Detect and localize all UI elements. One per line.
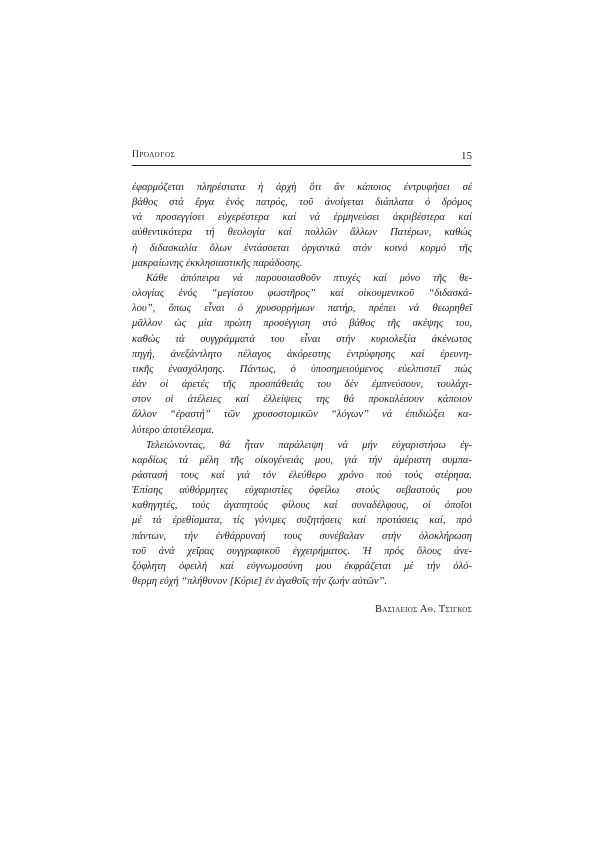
- text-line: τοῦ ἀνά χεῖρας συγγραφικοῦ ἐγχειρήματος. Ἡ πρός ὅλους ἀνε-: [132, 545, 472, 557]
- running-head: [132, 150, 472, 164]
- paragraph: [132, 271, 472, 438]
- text-line: ράστασή τους καί γιά τόν ἐλεύθερο χρόνο πού τούς στέρησα.: [132, 469, 472, 481]
- text-line: ἄλλον “ἐραστή” τῶν χρυσοστομικῶν “λόγων” νά ἐπιδιώξει κα-: [132, 409, 472, 421]
- text-line: νά προσεγγίσει εὐχερέστερα καί νά ἑρμηνεύσει ἀκριβέστερα καί: [132, 212, 472, 224]
- text-line: Τελειώνοντας, θά ἦταν παράλειψη νά μήν εὐχαριστήσω ἐγ-: [146, 439, 472, 451]
- text-line: καρδίως τά μέλη τῆς οἰκογένειάς μου, γιά τήν ἀμέριστη συμπα-: [132, 454, 472, 466]
- text-line: μέ τά ἐρεθίσματα, τίς γόνιμες συζητήσεις καί προτάσεις καί, πρό: [132, 515, 472, 527]
- text-line: αὐθεντικότερα τή θεολογία καί πολλῶν ἄλλων Πατέρων, καθώς: [132, 227, 472, 239]
- page-number: 15: [461, 150, 472, 162]
- text-line: βάθος στά ἔργα ἑνός πατρός, τοῦ ἀνοίγεται διάπλατα ὁ δρόμος: [132, 197, 472, 209]
- text-line: θερμη εὐχή “πλήθυνον [Κύριε] ἐν ἀγαθοῖς τήν ζωήν αὐτῶν”.: [132, 576, 388, 588]
- text-line: ἐάν οἱ ἀρετές τῆς προσπάθειάς του δέν ἐμπνεύσουν, τουλάχι-: [132, 379, 472, 391]
- text-line: λου”, ὅπως εἶναι ὁ χρυσορρήμων πατήρ, πρέπει νά θεωρηθεῖ: [132, 303, 472, 315]
- text-line: Κάθε ἀπόπειρα νά παρουσιασθοῦν πτυχές καί μόνο τῆς θε-: [146, 272, 472, 284]
- text-line: μᾶλλον ὡς μία πρώτη προσέγγιση στό βάθος τῆς σκέψης του,: [132, 318, 472, 330]
- text-line: καθηγητές, τούς ἀγαπητούς φίλους καί συναδέλφους, οἱ ὁποῖοι: [132, 500, 472, 512]
- text-line: πηγή, ἀνεξάντλητο πέλαγος ἀκόρεστης ἐντρύφησης καί ἐρευνη-: [132, 348, 472, 360]
- running-title: Πρόλογος: [132, 150, 176, 160]
- paragraph: [132, 438, 472, 590]
- text-line: ολογίας ἑνός “μεγίστου φωστῆρος” καί οἰκουμενικοῦ “διδασκά-: [132, 288, 472, 300]
- text-line: καθώς τά συγγράμματά του εἶναι στήν κυριολεξία ἀκένωτος: [132, 333, 472, 345]
- text-line: λύτερο ἀποτέλεσμα.: [132, 424, 215, 436]
- text-line: ξόφλητη ὀφειλή καί εὐγνωμοσύνη μου ἐκφράζεται μέ τήν ὁλό-: [132, 560, 472, 572]
- author-signature: Βασίλειος Αθ. Τσίγκος: [375, 604, 472, 615]
- text-line: τικῆς ἐνασχόλησης. Πάντως, ὁ ὑποσημειούμενος εὐελπιστεῖ πώς: [132, 363, 472, 375]
- text-line: ἡ διδασκαλία ὅλων ἐντάσσεται ὀργανικά στόν κοινό κορμό τῆς: [132, 242, 472, 254]
- text-line: πάντων, τήν ἐνθάρρυνσή τους συνέβαλαν στήν ὁλοκλήρωση: [132, 530, 472, 542]
- text-line: στον οἱ ἀτέλειες καί ἐλλείψεις της θά προκαλέσουν κάποιον: [132, 394, 472, 406]
- header-rule: [132, 165, 471, 166]
- text-line: μακραίωνης ἐκκλησιαστικῆς παράδοσης.: [132, 257, 303, 269]
- text-line: Ἐπίσης αὐθόρμητες εὐχαριστίες ὀφείλω στούς σεβαστούς μου: [132, 485, 472, 497]
- paragraph: [132, 180, 472, 271]
- text-line: ἐφαρμόζεται πληρέστατα ἡ ἀρχὴ ὅτι ἄν κάποιος ἐντρυφήσει σέ: [132, 182, 472, 193]
- body-text: [132, 180, 472, 589]
